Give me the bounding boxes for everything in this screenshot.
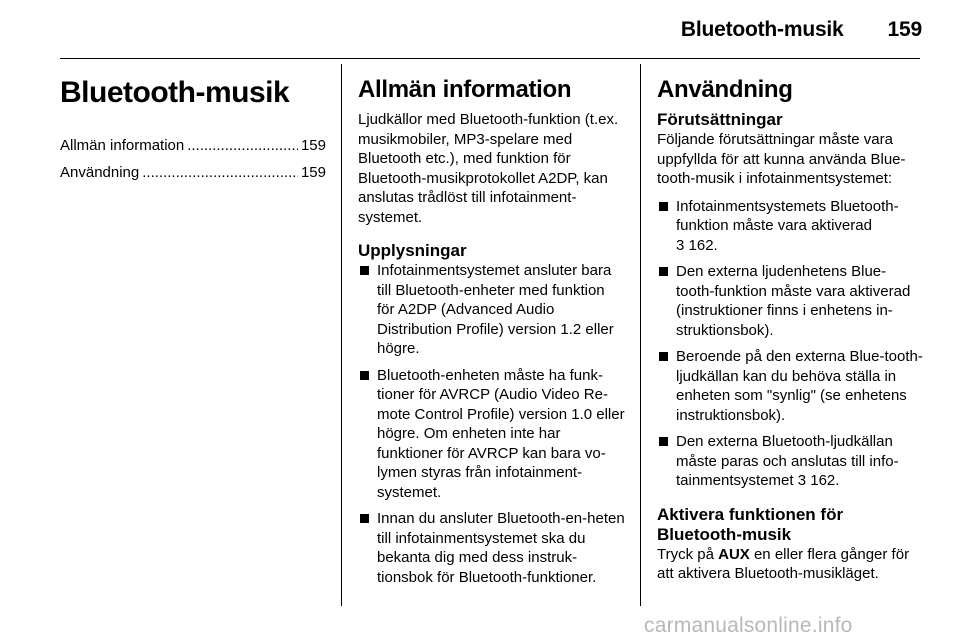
- bullet-square-icon: [360, 371, 369, 380]
- toc-leader: [187, 136, 298, 156]
- toc-entry-page: 159: [300, 137, 326, 154]
- header-rule: [60, 58, 920, 59]
- toc-column: [60, 72, 326, 189]
- page-number: 159: [887, 18, 922, 41]
- prerequisites-intro: Följande förutsättningar måste vara uppfyllda för att kunna använda Blue-tooth-musik i infotainmentsystemet:: [657, 131, 906, 187]
- prerequisites-list: [657, 197, 923, 491]
- column-divider-2: [640, 64, 641, 606]
- prerequisites-heading: Förutsättningar: [657, 110, 783, 129]
- bullet-square-icon: [659, 352, 668, 361]
- list-item: Den externa Bluetooth-ljudkällan måste paras och anslutas till info-tainmentsystemet 3 162.: [657, 432, 923, 491]
- notes-list: [358, 261, 626, 587]
- toc-entry-page: 159: [300, 163, 326, 181]
- list-item: Innan du ansluter Bluetooth-en-heten till infotainmentsystemet ska du bekanta dig med dess instruk-tionsbok för Bluetooth-funktioner.: [358, 509, 626, 587]
- general-info-intro: Ljudkällor med Bluetooth-funktion (t.ex. musikmobiler, MP3-spelare med Bluetooth etc.), med funktion för Bluetooth-musikprotokollet A2DP, kan anslutas trådlöst till infotainment-systemet.: [358, 111, 619, 226]
- general-info-column: [358, 72, 626, 594]
- usage-heading: Användning: [657, 76, 793, 103]
- page-reference-link[interactable]: 3 162.: [797, 472, 840, 489]
- toc-entry[interactable]: [60, 163, 326, 183]
- general-info-heading: Allmän information: [358, 76, 572, 103]
- chapter-title: Bluetooth-musik: [60, 76, 290, 109]
- page-reference-link[interactable]: 3 162.: [676, 236, 718, 254]
- watermark: carmanualsonline.info: [644, 614, 853, 637]
- usage-column: [657, 72, 923, 584]
- toc-entry-label: Användning: [60, 163, 140, 181]
- header-title: Bluetooth-musik: [680, 18, 844, 41]
- toc-entry[interactable]: [60, 136, 326, 156]
- bullet-square-icon: [659, 437, 668, 446]
- bullet-square-icon: [360, 266, 369, 275]
- aux-key-label: AUX: [718, 545, 750, 563]
- activate-heading: Aktivera funktionen för Bluetooth-musik: [657, 504, 844, 544]
- column-divider-1: [341, 64, 342, 606]
- toc-entry-label: Allmän information: [60, 137, 185, 154]
- bullet-square-icon: [360, 514, 369, 523]
- activate-text: Tryck på AUX en eller flera gånger för att aktivera Bluetooth-musikläget.: [657, 545, 910, 582]
- bullet-square-icon: [659, 267, 668, 276]
- running-header: [681, 18, 922, 42]
- list-item: Infotainmentsystemet ansluter bara till Bluetooth-enheter med funktion för A2DP (Advanced Audio Distribution Profile) version 1.2 eller högre.: [358, 261, 626, 359]
- list-item: Bluetooth-enheten måste ha funk-tioner för AVRCP (Audio Video Re-mote Control Profile) version 1.0 eller högre. Om enheten inte har funktioner för AVRCP kan bara vo-lymen styras från infotainment-systemet.: [358, 366, 626, 503]
- list-item: Beroende på den externa Blue-tooth-ljudkällan kan du behöva ställa in enheten som "synlig" (se enhetens instruktionsbok).: [657, 347, 923, 425]
- toc-leader: [142, 163, 298, 183]
- notes-heading: Upplysningar: [358, 241, 467, 260]
- list-item: Den externa ljudenhetens Blue-tooth-funktion måste vara aktiverad (instruktioner finns i enhetens in-struktionsbok).: [657, 262, 923, 340]
- bullet-square-icon: [659, 202, 668, 211]
- list-item: Infotainmentsystemets Bluetooth-funktion måste vara aktiverad 3 162.: [657, 197, 923, 256]
